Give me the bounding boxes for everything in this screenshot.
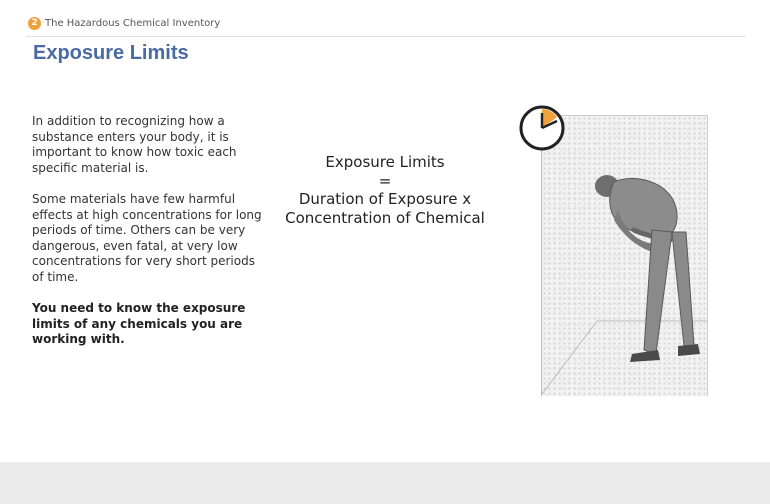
page-title: Exposure Limits — [33, 42, 189, 64]
paragraph-effects: Some materials have few harmful effects at high concentrations for long periods of time. Others can be very dangerous, even fatal, at very low concentrations for very short periods of time. — [32, 192, 262, 284]
footer-bar — [0, 462, 770, 504]
body-text — [32, 114, 264, 364]
paragraph-emphasis: You need to know the exposure limits of any chemicals you are working with. — [32, 301, 246, 346]
equation-line-2: = — [378, 171, 392, 190]
hunched-person-illustration — [574, 170, 710, 370]
equation-line-4: Concentration of Chemical — [285, 208, 485, 227]
course-title: The Hazardous Chemical Inventory — [45, 17, 221, 29]
header-divider — [26, 36, 746, 37]
header — [28, 14, 220, 32]
exposure-equation — [280, 153, 490, 227]
equation-line-3: Duration of Exposure x — [298, 190, 472, 208]
clock-icon — [516, 103, 568, 153]
paragraph-intro: In addition to recognizing how a substance enters your body, it is important to know how toxic each specific material is. — [32, 114, 237, 175]
chapter-badge: 2 — [28, 17, 41, 30]
equation-line-1: Exposure Limits — [325, 153, 445, 171]
